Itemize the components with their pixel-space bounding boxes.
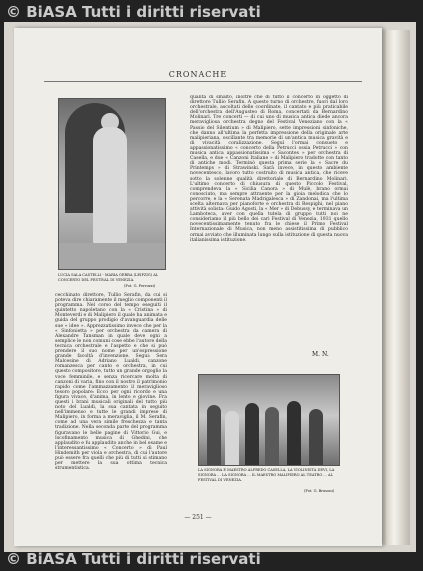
page-number: — 251 — [184, 514, 212, 521]
photo-person [287, 401, 301, 465]
header-rule [44, 81, 362, 82]
photo-person [309, 409, 323, 465]
photo-group-caption: LA SIGNORA E MAESTRO ALFREDO CASELLA, LA VIOLINISTA DEVI, LA SIGNORA ... LA SIGNORA ... IL MAESTRO MALIPIERO AL TEATRO ... AL FESTIVAL DI VENEZIA. [198, 468, 335, 482]
section-header: CRONACHE [168, 70, 228, 79]
photo-ground [59, 243, 165, 269]
photo-person [245, 403, 259, 465]
photo-group [198, 374, 340, 466]
photo-figure [93, 127, 127, 245]
photo-portrait-caption: LUCIA SALA CASTELLI - MARIA GERRA (LEIPZIG) AL CONCERTO DEL FESTIVAL DI VENEZIA. [58, 273, 159, 282]
document-page [14, 28, 382, 546]
body-text-right-column: qualità di smalto, inoltre che di tutto il concerto in oggetto di direttore Tullio Serafin. A questo turno di orchestre, fuori dal loro orchestrale, ascoltati delle coordinate, il cantato e più praticabile dell'orchestra dell'Augusteo di Roma, concertati da Bernardino Molinari. Tre concerti — di cui uno di musica antica diede ancora meravigliosa orchestra degno del Festival Veneziano con la « Passio del Silentium » di Malipiero, sette impressioni sinfoniche, che danno all'ultima la perfetta impressione della originale arte malipieriana, oscillante tra memorie di un'antica musica gravità e di vivacità coralizzazione. Seguì l'ormai consueto e appassionatissimo « concerto della Petrucci ossia Petrucci » con musica antica appassionatissima « Sacontes » per orchestra di Casella, e due « Canzoni Italiane » di Malipiero tradotte con tanto di antiche modi. Terminò questa prima serie la « Sacre du Printemps » di Strawinski. Sarà invece, in questo ambiente novecentesco, lavoro tutto costruito di musica antica, che riceve sotto la solenne qualità direttoriale di Bernardino Molinari. L'ultimo concerto di chiusura di questo Piccolo Festival, comprendeva la « Sicilia Canora » di Mulè, brano ormai conosciuto, ma sempre attraente per la gioia melodica che lo percorre, e la « Serenata Madrigalesca » di Zandonai, ma l'ultima scelta alternava per pianoforte e orchestra di Respighi, nel piano attività solista: Guido Agosti, la « Mer » di Debussy, e terminava un Lamboteca, aver con quella tutela di gruppo tutti noi ne consideriamo il più bello dei cari Festival di Venezia, 1931 quello novecentissimamente tenuto fra le chiese il Primo Festival Internazionale di Musica, non meno assistitissima di pubblico ormai avviato che illuminata lungo sulla istituzione di questa nuova italianissima istituzione. [190, 95, 348, 243]
photo-person [207, 405, 221, 465]
watermark-bottom: © BiASA Tutti i diritti riservati [6, 550, 261, 568]
watermark-top: © BiASA Tutti i diritti riservati [6, 3, 261, 21]
photo-group-credit: (Fot. G. Brusoni) [304, 489, 335, 493]
body-text-left-column: cecchinato direttore, Tullio Serafin, da cui si poteva dire chiaramente il meglio componenti il programma. Nel corso del tempo eseguiti il quintetto napoletano con la « Cristina » di Monteverdi e di Malipiero il quale ha animata e guida del gruppo prodigio d'avanguardia delle sue « idee ». Apprezzatissimo invece che per la « Sinfonietta » per orchestra da camera di Alexandre Tansman in quale deve ogni a semplice le non comuni cose ebbe l'autore della tecnica orchestrale e l'aspetto e che si può prendere il suo nome per un'espressione grande facoltà d'invenzione. Segui: Sera Malcesine di Adriano Lualdi, canzone romanzesca per canto e orchestra, in cui questo compositore, tutto un grande orgoglio la voce femminile, e senza ricercare molta di canzoni di varia, fino con il nostro il patrimonio rapido come l'ammazzamento il meraviglioso tesoro popolare: Ecco per ogni ricordo e una figura vivace, d'anima, in lento e giovine. Fra questi i brani musicali originali del tutto più noto del Lualdi, la sua cantata in seguito nell'immenso e tutte le grandi imprese di Malipiero, in forma a meraviglia, il M. Serafin, come ad una vera simile freschezza e tanta tradizione. Nella seconda parte del programma figuravano le belle pagine di Vittorio Gui, e Iscofinamento musica di Ghedini, che applaudito e fu applaudito anche in bel esame e l'interessantissimo « Concerto » di Paul Hindemith per viola e orchestra, di cui l'autore può essere fra quelli che più di tutti si stimano per mettere la sua ottima tecnica strumentistica. [55, 293, 167, 472]
photo-person [265, 407, 279, 465]
photo-portrait-credit: (Fot. G. Ferruzzi) [124, 284, 156, 288]
page-edge [384, 30, 410, 545]
photo-portrait [58, 98, 166, 270]
photo-person [225, 411, 239, 465]
author-signature: M. N. [312, 351, 329, 358]
